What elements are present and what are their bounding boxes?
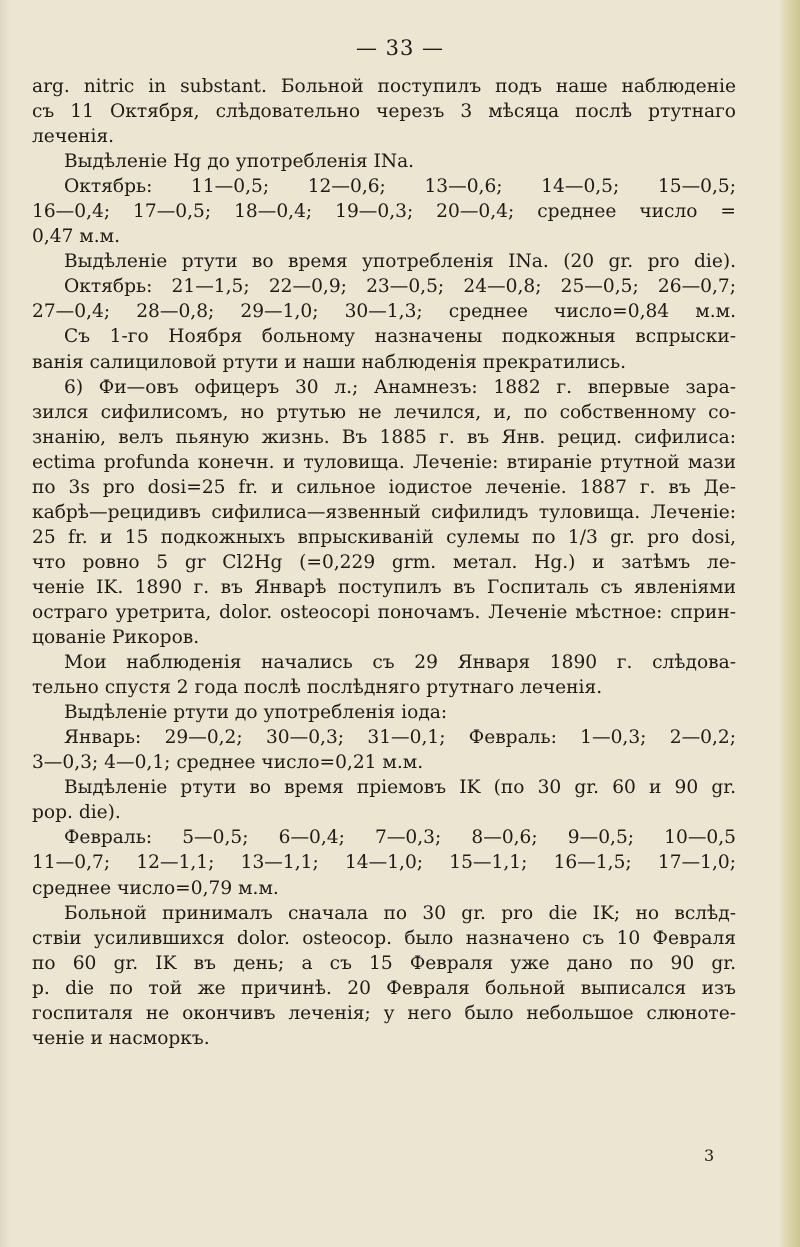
text-line: ченіе и насморкъ. [32, 1027, 210, 1049]
text-line: 11—0,7; 12—1,1; 13—1,1; 14—1,0; 15—1,1; 16—1,5; 17—1,0; [32, 852, 736, 874]
text-line: ствіи усилившихся dolor. osteocop. было назначено съ 10 Февраля [32, 927, 736, 949]
text-line: Выдѣленіе ртути во время пріемовъ IK (по 30 gr. 60 и 90 gr. [64, 777, 736, 799]
text-line: что ровно 5 gr Cl2Hg (=0,229 grm. метал. Hg.) и затѣмъ ле- [32, 551, 736, 573]
text-line: 3—0,3; 4—0,1; среднее число=0,21 м.м. [32, 752, 424, 774]
text-line: съ 11 Октября, слѣдовательно черезъ 3 мѣсяца послѣ ртутнаго [32, 101, 736, 123]
text-line: 6) Фи—овъ офицеръ 30 л.; Анамнезъ: 1882 г. впервые зара- [64, 376, 736, 398]
text-line: pop. die). [32, 802, 121, 824]
text-line: ванія салициловой ртути и наши наблюденія прекратились. [32, 351, 626, 373]
text-line: p. die по той же причинѣ. 20 Февраля больной выписался изъ [32, 977, 736, 999]
text-line: по 3s pro dosi=25 fr. и сильное іодистое леченіе. 1887 г. въ Де- [32, 476, 736, 498]
text-line: зился сифилисомъ, но ртутью не лечился, и, по собственному со- [32, 401, 736, 423]
page-edge-shadow-left [0, 0, 10, 1247]
text-line: кабрѣ—рецидивъ сифилиса—язвенный сифилидъ туловища. Леченіе: [32, 501, 736, 523]
text-line: 0,47 м.м. [32, 226, 121, 248]
text-line: 25 fr. и 15 подкожныхъ впрыскиваній сулемы по 1/3 gr. pro dosi, [32, 526, 736, 548]
text-line: тельно спустя 2 года послѣ послѣдняго ртутнаго леченія. [32, 677, 603, 699]
text-line: ectima profunda конечн. и туловища. Леченіе: втираніе ртутной мази [32, 451, 736, 473]
text-line: остраго уретрита, dolor. osteocopi поночамъ. Леченіе мѣстное: сприн- [32, 601, 736, 623]
page-number: — 33 — [355, 36, 445, 60]
text-line: Выдѣленіе Hg до употребленія INa. [64, 151, 415, 173]
signature-mark: 3 [704, 1146, 715, 1165]
text-line: цованіе Рикоров. [32, 627, 200, 649]
body-text [32, 74, 736, 1051]
text-line: arg. nitric in substant. Больной поступилъ подъ наше наблюденіе [32, 76, 736, 97]
page-edge-shadow-right [778, 0, 800, 1247]
text-line: госпиталя не окончивъ леченія; у него было небольшое слюноте- [32, 1002, 736, 1024]
text-line: Февраль: 5—0,5; 6—0,4; 7—0,3; 8—0,6; 9—0,5; 10—0,5 [64, 827, 736, 849]
text-line: 16—0,4; 17—0,5; 18—0,4; 19—0,3; 20—0,4; среднее число = [32, 201, 736, 223]
text-line: знанію, велъ пьяную жизнь. Въ 1885 г. въ Янв. рецид. сифилиса: [32, 426, 736, 448]
text-line: Выдѣленіе ртути во время употребленія INa. (20 gr. pro die). [64, 251, 736, 273]
text-line: Октябрь: 21—1,5; 22—0,9; 23—0,5; 24—0,8; 25—0,5; 26—0,7; [64, 276, 736, 298]
text-line: 27—0,4; 28—0,8; 29—1,0; 30—1,3; среднее число=0,84 м.м. [32, 301, 736, 323]
text-line: Мои наблюденія начались съ 29 Января 1890 г. слѣдова- [64, 652, 736, 674]
text-line: по 60 gr. IK въ день; а съ 15 Февраля уже дано по 90 gr. [32, 952, 736, 974]
text-line: ченіе IK. 1890 г. въ Январѣ поступилъ въ Госпиталь съ явленіями [32, 576, 736, 598]
text-line: Выдѣленіе ртути до употребленія іода: [64, 702, 448, 724]
text-line: Октябрь: 11—0,5; 12—0,6; 13—0,6; 14—0,5; 15—0,5; [64, 176, 736, 198]
text-line: Январь: 29—0,2; 30—0,3; 31—0,1; Февраль: 1—0,3; 2—0,2; [64, 727, 736, 749]
text-line: среднее число=0,79 м.м. [32, 877, 279, 899]
text-line: Больной принималъ сначала по 30 gr. pro die IK; но вслѣд- [64, 902, 736, 924]
text-line: леченія. [32, 126, 115, 148]
text-line: Съ 1-го Ноября больному назначены подкожныя вспрыски- [64, 326, 736, 348]
